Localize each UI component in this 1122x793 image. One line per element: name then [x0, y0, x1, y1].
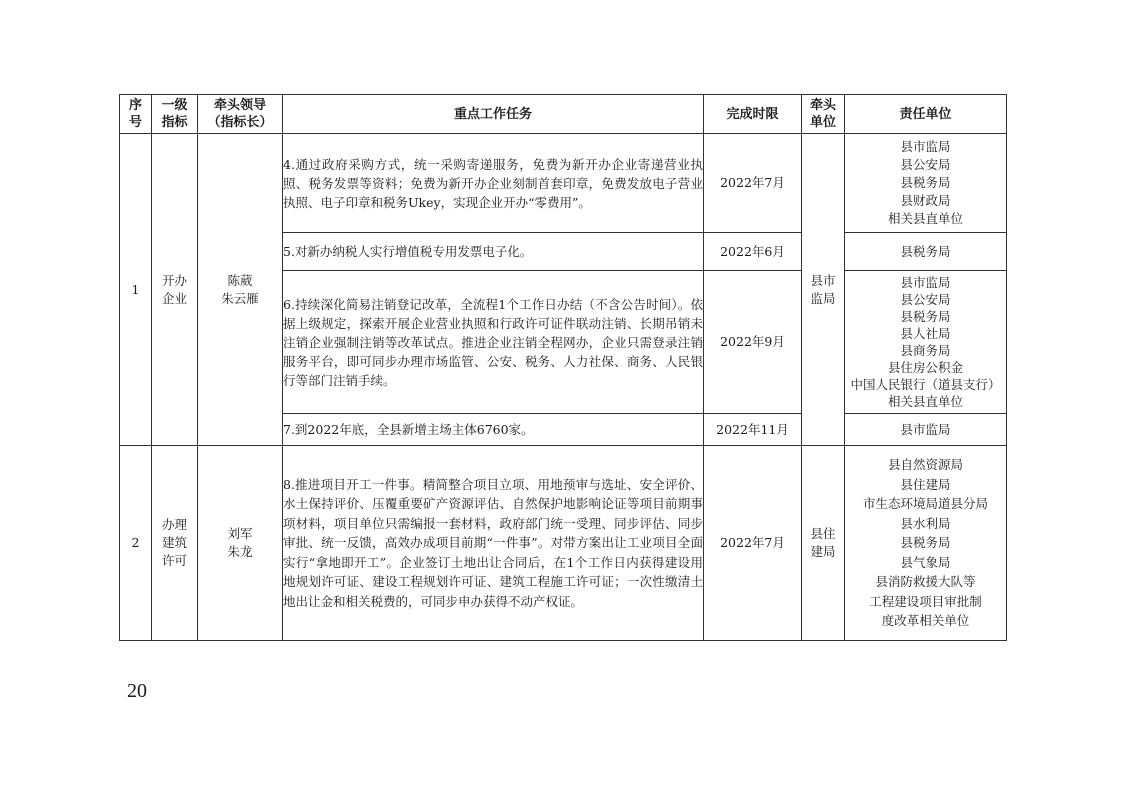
header-lead-unit: 牵头 单位	[802, 95, 845, 134]
responsible-units-cell: 县市监局 县公安局 县税务局 县人社局 县商务局 县住房公积金 中国人民银行（道县支行） 相关县直单位	[845, 271, 1007, 414]
leader-cell: 刘军 朱龙	[198, 446, 283, 641]
header-responsible-units: 责任单位	[845, 95, 1007, 134]
header-no: 序 号	[120, 95, 152, 134]
deadline-cell: 2022年6月	[704, 233, 802, 271]
task-cell: 7.到2022年底，全县新增主场主体6760家。	[283, 414, 704, 446]
responsible-units-cell: 县自然资源局 县住建局 市生态环境局道县分局 县水利局 县税务局 县气象局 县消防救援大队等 工程建设项目审批制 度改革相关单位	[845, 446, 1007, 641]
row-number: 2	[120, 446, 152, 641]
table-row	[120, 446, 1007, 641]
indicator-cell: 开办 企业	[152, 134, 198, 446]
header-task: 重点工作任务	[283, 95, 704, 134]
lead-unit-cell: 县市 监局	[802, 134, 845, 446]
responsible-units-cell: 县市监局	[845, 414, 1007, 446]
responsible-units-cell: 县税务局	[845, 233, 1007, 271]
table-row	[120, 134, 1007, 233]
task-cell: 5.对新办纳税人实行增值税专用发票电子化。	[283, 233, 704, 271]
indicator-cell: 办理 建筑 许可	[152, 446, 198, 641]
deadline-cell: 2022年9月	[704, 271, 802, 414]
deadline-cell: 2022年11月	[704, 414, 802, 446]
header-indicator: 一级 指标	[152, 95, 198, 134]
deadline-cell: 2022年7月	[704, 446, 802, 641]
row-number: 1	[120, 134, 152, 446]
task-table	[119, 94, 1007, 641]
task-cell: 4.通过政府采购方式，统一采购寄递服务，免费为新开办企业寄递营业执照、税务发票等资料；免费为新开办企业刻制首套印章，免费发放电子营业执照、电子印章和税务Ukey，实现企业开办“零费用”。	[283, 134, 704, 233]
page-number: 20	[127, 680, 147, 702]
responsible-units-cell: 县市监局 县公安局 县税务局 县财政局 相关县直单位	[845, 134, 1007, 233]
task-cell: 8.推进项目开工一件事。精简整合项目立项、用地预审与选址、安全评价、水土保持评价、压覆重要矿产资源评估、自然保护地影响论证等项目前期事项材料，项目单位只需编报一套材料，政府部门统一受理、同步评估、同步审批、统一反馈，高效办成项目前期“一件事”。对带方案出让工业项目全面实行“拿地即开工”。企业签订土地出让合同后，在1个工作日内获得建设用地规划许可证、建设工程规划许可证、建筑工程施工许可证；一次性缴清土地出让金和相关税费的，可同步申办获得不动产权证。	[283, 446, 704, 641]
task-cell: 6.持续深化简易注销登记改革，全流程1个工作日办结（不含公告时间）。依据上级规定，探索开展企业营业执照和行政许可证件联动注销、长期吊销未注销企业强制注销等改革试点。推进企业注销全程网办，企业只需登录注销服务平台，即可同步办理市场监管、公安、税务、人力社保、商务、人民银行等部门注销手续。	[283, 271, 704, 414]
header-leader: 牵头领导 （指标长）	[198, 95, 283, 134]
header-row	[120, 95, 1007, 134]
deadline-cell: 2022年7月	[704, 134, 802, 233]
lead-unit-cell: 县住 建局	[802, 446, 845, 641]
header-deadline: 完成时限	[704, 95, 802, 134]
leader-cell: 陈葳 朱云雁	[198, 134, 283, 446]
